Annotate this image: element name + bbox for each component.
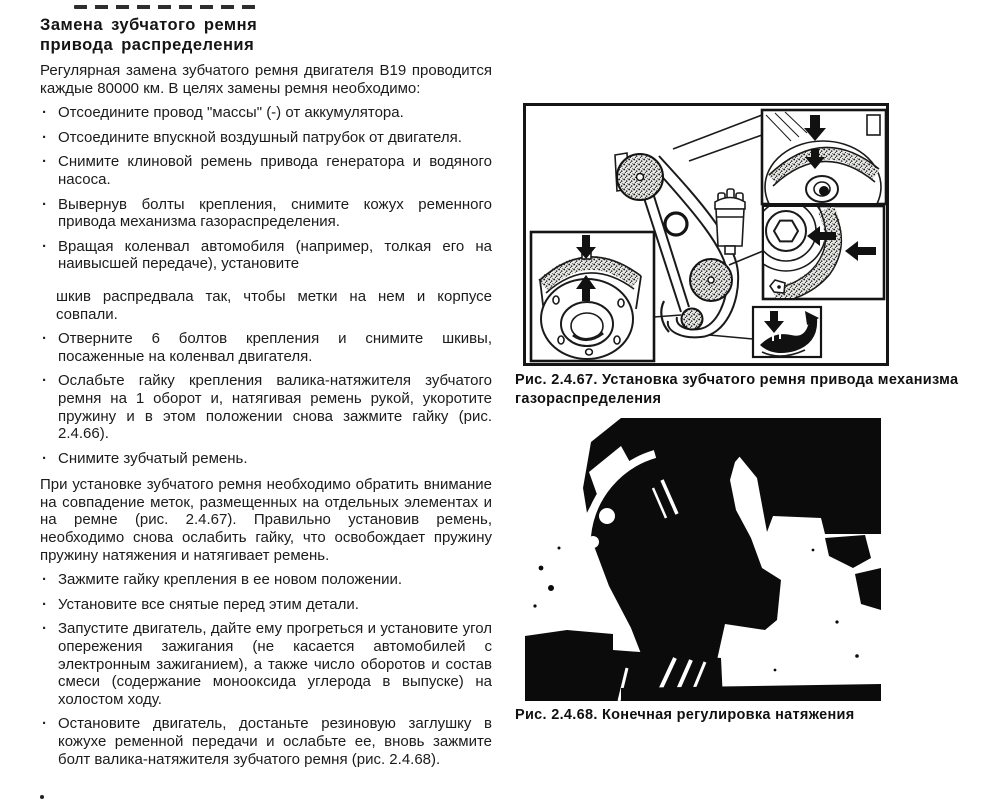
- list-item: [40, 715, 492, 768]
- crankshaft-pulley: [682, 309, 703, 330]
- bullet-icon: ·: [42, 195, 47, 213]
- bullet-icon: ·: [42, 595, 47, 613]
- list-item: [40, 620, 492, 708]
- list-item: [40, 129, 492, 147]
- tension-photo-svg: [525, 418, 881, 701]
- list-item: [40, 330, 492, 365]
- step-text: Зажмите гайку крепления в ее новом положении.: [58, 571, 403, 589]
- page-title: [40, 15, 492, 55]
- text-column: [40, 5, 492, 768]
- list-item: [40, 571, 492, 589]
- figure-tension-photo: [525, 418, 881, 701]
- figure2-caption: Рис. 2.4.68. Конечная регулировка натяжения: [515, 707, 855, 723]
- inset-belt-rotation: [753, 307, 821, 357]
- step-text: Отсоедините провод "массы" (-) от аккумулятора.: [58, 104, 404, 122]
- list-item: [40, 153, 492, 188]
- bullet-icon: ·: [42, 571, 47, 589]
- inset-pulley-flange: [531, 232, 654, 361]
- bullet-icon: ·: [42, 372, 47, 390]
- step-text: Снимите клиновой ремень привода генератора и водяного насоса.: [58, 153, 492, 188]
- install-paragraph: При установке зубчатого ремня необходимо обратить внимание на совпадение меток, размещенных на отдельных элементах и на ремне (рис. 2.4.67). Правильно установив ремень, необходимо снова ослабить гайку, что освобождает пружину пружину натяжения и натягивает ремень.: [40, 476, 492, 564]
- intro-paragraph: Регулярная замена зубчатого ремня двигателя В19 проводится каждые 80000 км. В целях замены ремня необходимо:: [40, 62, 492, 97]
- step-text: Вывернув болты крепления, снимите кожух ременного привода механизма газораспределения.: [58, 195, 492, 231]
- bullet-icon: ·: [42, 237, 47, 255]
- bullet-icon: ·: [42, 128, 47, 146]
- step-text: Ослабьте гайку крепления валика-натяжителя зубчатого ремня на 1 оборот и, натягивая ремень рукой, укоротите пружину и в этом положении снова зажмите гайку (рис. 2.4.66).: [58, 372, 492, 443]
- figure1-caption: Рис. 2.4.67. Установка зубчатого ремня привода механизма газораспределения: [515, 372, 959, 407]
- step-text: Остановите двигатель, достаньте резиновую заглушку в кожухе ременной передачи и ослабьте ее, вновь зажмите болт валика-натяжителя зубчатого ремня (рис. 2.4.68).: [58, 715, 492, 768]
- distributor: [715, 189, 745, 254]
- list-item: [40, 372, 492, 442]
- steps-list-a: [40, 104, 492, 273]
- list-item: [40, 450, 492, 468]
- list-item: [40, 196, 492, 231]
- list-item: [40, 596, 492, 614]
- list-item: [40, 104, 492, 122]
- page-title-line2: привода распределения: [40, 36, 255, 54]
- step-continuation: шкив распредвала так, чтобы метки на нем и корпусе совпали.: [56, 287, 492, 323]
- figures-column: [515, 0, 995, 802]
- timing-belt-diagram-svg: [523, 103, 889, 366]
- step-text: Запустите двигатель, дайте ему прогреться и установите угол опережения зажигания (не касается автомобилей с электронным зажиганием), а также число оборотов и состав смеси (содержание монооксида углерода в выпуске) на холостом ходу.: [58, 620, 492, 708]
- page-number-artifact: [40, 795, 44, 799]
- bullet-icon: ·: [42, 153, 47, 171]
- page-title-line1: Замена зубчатого ремня: [40, 16, 258, 34]
- inset-crank-gear: [746, 191, 884, 303]
- bullet-icon: ·: [42, 330, 47, 348]
- bullet-icon: ·: [42, 104, 47, 122]
- step-text: Вращая коленвал автомобиля (например, толкая его на наивысшей передаче), установите: [58, 237, 492, 273]
- step-text: Установите все снятые перед этим детали.: [58, 595, 359, 613]
- steps-list-c: [40, 571, 492, 768]
- steps-list-b: [40, 330, 492, 467]
- step-text: Снимите зубчатый ремень.: [58, 449, 248, 467]
- step-text: Отверните 6 болтов крепления и снимите шкивы, посаженные на коленвал двигателя.: [58, 330, 492, 365]
- bullet-icon: ·: [42, 715, 47, 733]
- list-item: [40, 238, 492, 273]
- figure-timing-belt-diagram: [523, 103, 889, 366]
- step-text: Отсоедините впускной воздушный патрубок от двигателя.: [58, 128, 462, 146]
- cropped-line-artifact: [74, 5, 256, 9]
- bullet-icon: ·: [42, 620, 47, 638]
- idler-pulley: [665, 213, 687, 235]
- bullet-icon: ·: [42, 449, 47, 467]
